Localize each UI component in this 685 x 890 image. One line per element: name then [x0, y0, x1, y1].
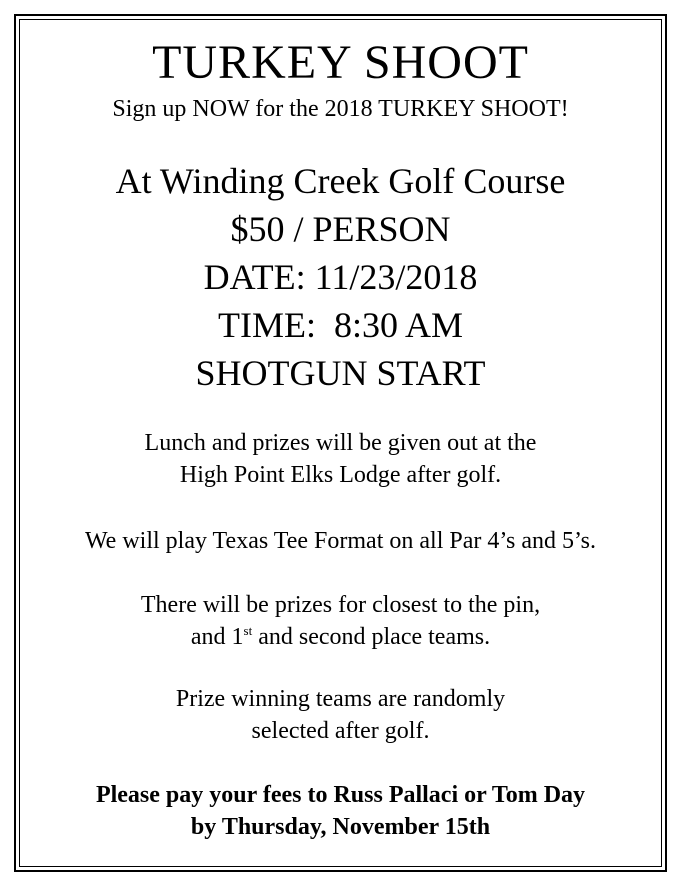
- price-line: $50 / PERSON: [230, 209, 451, 249]
- start-line: SHOTGUN START: [195, 353, 486, 393]
- ordinal-suffix: st: [243, 623, 253, 638]
- format-line: We will play Texas Tee Format on all Par 4’s and 5’s.: [84, 528, 597, 554]
- event-details: [19, 157, 662, 397]
- date-line: DATE: 11/23/2018: [203, 257, 478, 297]
- random-line-1: Prize winning teams are randomly: [175, 686, 506, 712]
- prizes-line-2: [19, 621, 662, 653]
- flyer-title: TURKEY SHOOT: [152, 36, 529, 89]
- venue-line: At Winding Creek Golf Course: [115, 161, 566, 201]
- time-line: TIME: 8:30 AM: [217, 305, 463, 345]
- lunch-line-2: High Point Elks Lodge after golf.: [179, 462, 502, 488]
- random-paragraph: [19, 683, 662, 747]
- random-line-2: selected after golf.: [251, 718, 430, 744]
- prizes-line-2-start: and 1: [190, 624, 244, 650]
- lunch-line-1: Lunch and prizes will be given out at the: [144, 430, 537, 456]
- prizes-line-1: There will be prizes for closest to the pin,: [140, 592, 541, 618]
- format-paragraph: [19, 525, 662, 557]
- lunch-paragraph: [19, 427, 662, 491]
- fees-notice: [19, 779, 662, 843]
- fees-line-2: by Thursday, November 15th: [190, 814, 491, 840]
- flyer-subtitle: Sign up NOW for the 2018 TURKEY SHOOT!: [112, 96, 569, 122]
- prizes-paragraph: [19, 589, 662, 653]
- fees-line-1: Please pay your fees to Russ Pallaci or Tom Day: [95, 782, 586, 808]
- prizes-line-2-end: and second place teams.: [252, 624, 491, 650]
